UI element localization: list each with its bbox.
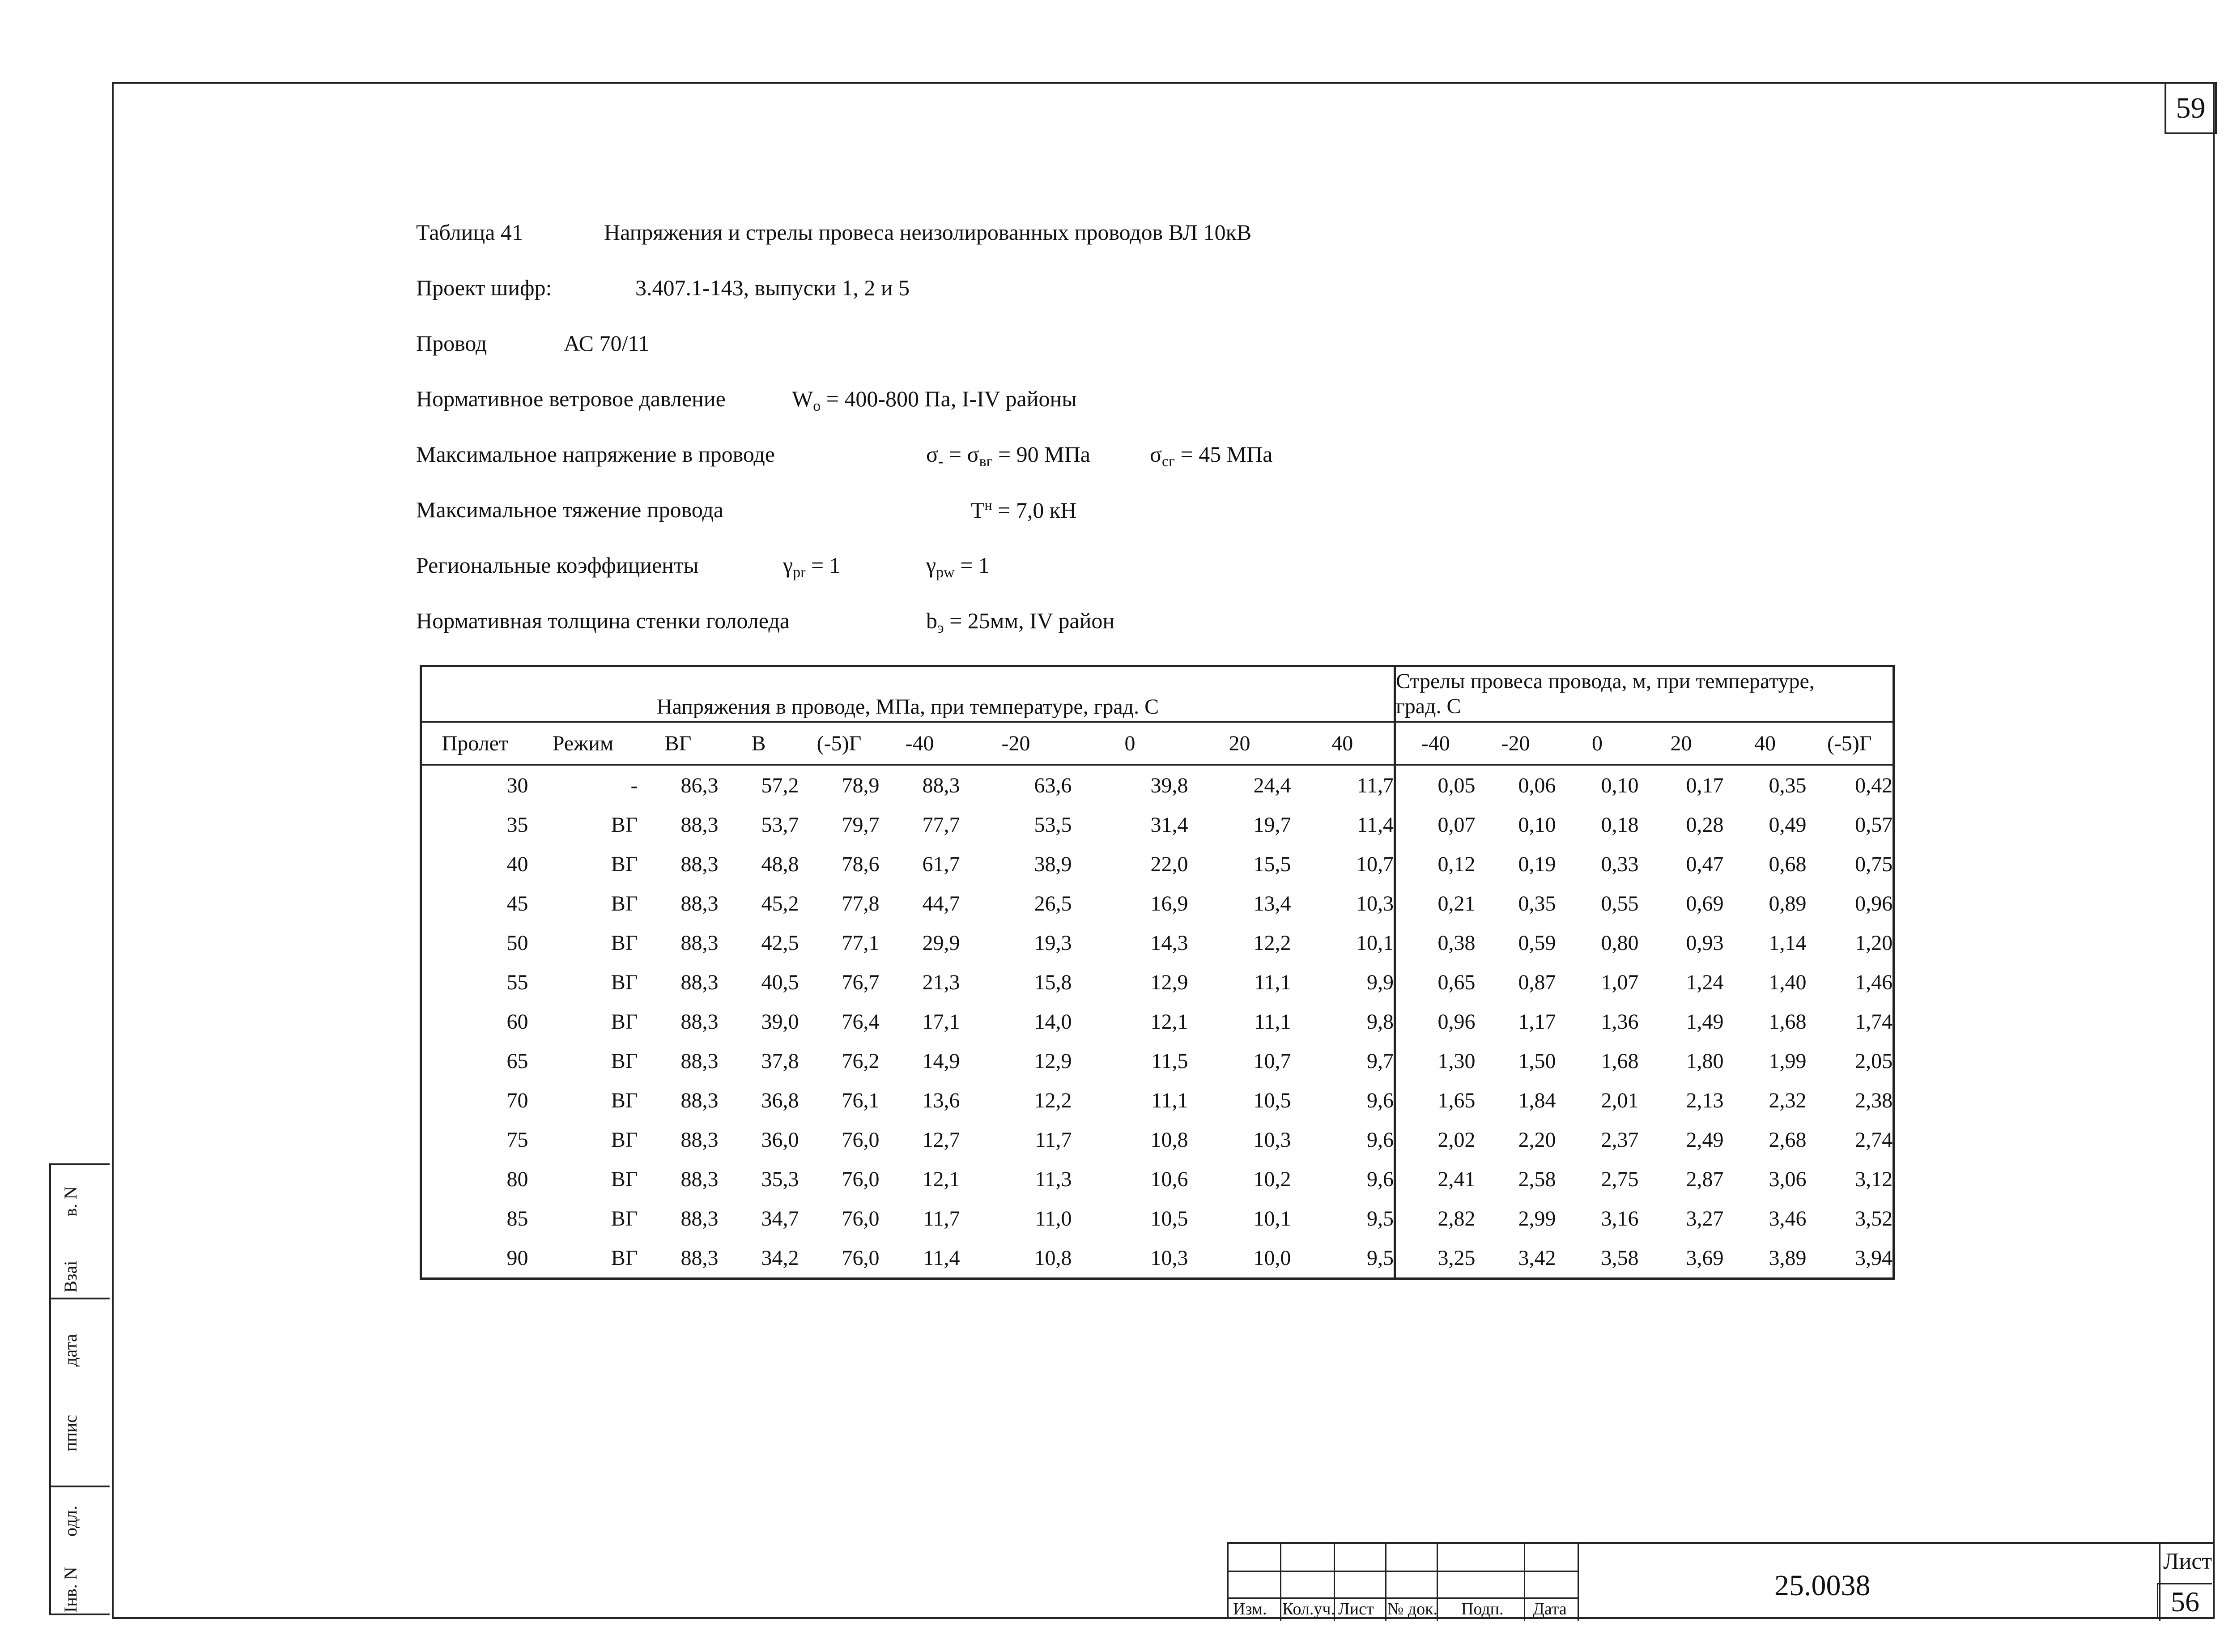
table-cell: 88,3 [922, 773, 960, 797]
table-cell: 10,0 [1253, 1246, 1291, 1270]
table-cell: 53,5 [1034, 813, 1072, 837]
table-cell: 3,16 [1601, 1206, 1639, 1230]
table-cell: 79,7 [842, 813, 880, 837]
table-cell: 11,4 [1357, 813, 1394, 837]
table-cell: 88,3 [680, 1088, 719, 1112]
table-cell: 61,7 [922, 852, 960, 876]
table-cell: 1,24 [1686, 970, 1724, 994]
table-cell: 35 [506, 813, 528, 837]
table-cell: 3,58 [1601, 1246, 1639, 1270]
table-cell: ВГ [611, 1206, 638, 1230]
table-cell: 9,6 [1367, 1088, 1394, 1112]
table-cell: 76,1 [842, 1088, 880, 1112]
table-cell: 3,12 [1855, 1167, 1893, 1191]
table-cell: 24,4 [1253, 773, 1291, 797]
table-cell: 11,7 [1357, 773, 1394, 797]
table-cell: 77,8 [842, 891, 880, 915]
ice-label: Нормативная толщина стенки гололеда [416, 608, 790, 633]
table-cell: 0,47 [1686, 852, 1724, 876]
coef-value-2: $\gamma_{pw} = 1$ [926, 553, 990, 581]
table-cell: 10,8 [1034, 1246, 1072, 1270]
table-cell: 0,89 [1769, 891, 1807, 915]
table-cell: 0,19 [1518, 852, 1556, 876]
table-label: Таблица 41 [416, 220, 523, 245]
table-cell: 13,4 [1253, 891, 1291, 915]
wind-value: $W_o = 400-800$ Па, I-IV районы [792, 386, 1077, 414]
table-cell: 10,3 [1253, 1128, 1291, 1152]
table-cell: ВГ [611, 1167, 638, 1191]
column-header: 40 [1291, 722, 1395, 765]
table-cell: 88,3 [680, 891, 719, 915]
table-cell: 35,3 [761, 1167, 799, 1191]
table-cell: 3,27 [1686, 1206, 1724, 1230]
table-cell: 11,7 [1035, 1128, 1072, 1152]
table-cell: 1,20 [1855, 931, 1893, 955]
table-cell: 9,6 [1367, 1167, 1394, 1191]
stress-value-2: $\sigma_{сг} = 45$ МПа [1150, 442, 1273, 470]
table-cell: 11,5 [1151, 1049, 1188, 1073]
table-cell: 85 [506, 1206, 528, 1230]
column-header: ВГ [638, 722, 719, 765]
table-cell: 13,6 [922, 1088, 960, 1112]
table-cell: ВГ [611, 852, 638, 876]
table-cell: 45 [506, 891, 528, 915]
table-cell: 53,7 [761, 813, 799, 837]
stamp-label-1: в. N [60, 1186, 81, 1217]
table-cell: ВГ [611, 1088, 638, 1112]
table-cell: 2,01 [1601, 1088, 1639, 1112]
table-cell: 12,1 [922, 1167, 960, 1191]
table-cell: 86,3 [680, 773, 719, 797]
table-row [421, 923, 1894, 962]
page-number: 59 [2165, 82, 2217, 134]
stress-group-title: Напряжения в проводе, МПа, при температуре, град. С [421, 666, 1395, 722]
document-code: 25.0038 [1774, 1569, 1871, 1602]
table-cell: 9,5 [1367, 1246, 1394, 1270]
table-cell: 0,59 [1518, 931, 1556, 955]
table-cell: 9,5 [1367, 1206, 1394, 1230]
table-cell: 10,5 [1150, 1206, 1188, 1230]
tb-label-list: Лист [1338, 1600, 1374, 1618]
table-cell: 70 [506, 1088, 528, 1112]
table-row [421, 1120, 1894, 1159]
table-cell: 0,42 [1855, 773, 1893, 797]
stamp-label-4: ппис [60, 1415, 81, 1452]
tb-label-data: Дата [1533, 1600, 1567, 1618]
table-cell: 1,50 [1518, 1049, 1556, 1073]
table-cell: 10,1 [1356, 931, 1394, 955]
wind-label: Нормативное ветровое давление [416, 386, 726, 411]
table-cell: 65 [506, 1049, 528, 1073]
table-cell: 2,68 [1769, 1128, 1807, 1152]
column-header: 20 [1639, 722, 1724, 765]
table-cell: 3,89 [1769, 1246, 1807, 1270]
table-cell: ВГ [611, 1049, 638, 1073]
table-row [421, 1081, 1894, 1120]
table-cell: 30 [506, 773, 528, 797]
table-cell: 0,69 [1686, 891, 1724, 915]
ice-value: $b_э = 25мм$, IV район [926, 608, 1115, 636]
table-row [421, 1041, 1894, 1081]
table-cell: 2,75 [1601, 1167, 1639, 1191]
table-cell: 0,80 [1601, 931, 1639, 955]
table-cell: 0,17 [1686, 773, 1724, 797]
table-cell: 2,41 [1395, 1159, 1476, 1199]
table-cell: 12,7 [922, 1128, 960, 1152]
table-cell: 19,7 [1253, 813, 1291, 837]
table-cell: 76,0 [842, 1128, 880, 1152]
project-value: 3.407.1-143, выпуски 1, 2 и 5 [635, 275, 910, 300]
table-cell: ВГ [611, 891, 638, 915]
table-cell: 10,8 [1150, 1128, 1188, 1152]
table-cell: 2,74 [1855, 1128, 1893, 1152]
table-cell: 2,32 [1769, 1088, 1807, 1112]
table-cell: ВГ [611, 970, 638, 994]
sheet-label: Лист [2163, 1549, 2212, 1574]
table-cell: 48,8 [761, 852, 799, 876]
table-cell: 55 [506, 970, 528, 994]
tension-label: Максимальное тяжение провода [416, 497, 724, 522]
table-cell: 2,58 [1518, 1167, 1556, 1191]
table-cell: 12,9 [1034, 1049, 1072, 1073]
column-header: -40 [880, 722, 960, 765]
column-header: 20 [1188, 722, 1291, 765]
table-cell: 19,3 [1034, 931, 1072, 955]
table-cell: 11,3 [1035, 1167, 1072, 1191]
table-cell: 2,87 [1686, 1167, 1724, 1191]
table-cell: 78,6 [842, 852, 880, 876]
table-cell: 77,7 [922, 813, 960, 837]
table-row [421, 1159, 1894, 1199]
table-cell: 88,3 [680, 1128, 719, 1152]
wire-value: АС 70/11 [564, 331, 650, 356]
table-cell: 22,0 [1150, 852, 1188, 876]
table-cell: 10,3 [1150, 1246, 1188, 1270]
table-cell: 12,2 [1253, 931, 1291, 955]
table-cell: 0,10 [1601, 773, 1639, 797]
table-cell: ВГ [611, 1246, 638, 1270]
table-row [421, 844, 1894, 884]
table-cell: 0,06 [1518, 773, 1556, 797]
table-cell: 77,1 [842, 931, 880, 955]
table-cell: 1,68 [1769, 1009, 1807, 1034]
column-header: Пролет [421, 722, 528, 765]
tb-label-izm: Изм. [1233, 1600, 1267, 1618]
table-cell: 0,68 [1769, 852, 1807, 876]
table-cell: 0,33 [1601, 852, 1639, 876]
table-cell: 1,74 [1855, 1009, 1893, 1034]
table-cell: 10,3 [1356, 891, 1394, 915]
table-cell: 78,9 [842, 773, 880, 797]
table-cell: 10,1 [1253, 1206, 1291, 1230]
table-cell: 1,99 [1769, 1049, 1807, 1073]
table-cell: 34,7 [761, 1206, 799, 1230]
tb-label-podp: Подп. [1461, 1600, 1504, 1618]
stress-sag-table [420, 665, 1895, 1280]
table-cell: 57,2 [761, 773, 799, 797]
table-cell: 0,12 [1395, 844, 1476, 884]
table-cell: ВГ [611, 931, 638, 955]
table-cell: 9,8 [1367, 1009, 1394, 1034]
table-cell: 42,5 [761, 931, 799, 955]
table-cell: 2,37 [1601, 1128, 1639, 1152]
table-cell: 0,35 [1518, 891, 1556, 915]
table-cell: 88,3 [680, 1206, 719, 1230]
table-cell: 88,3 [680, 1246, 719, 1270]
table-cell: 3,52 [1855, 1206, 1893, 1230]
table-cell: 0,96 [1395, 1002, 1476, 1041]
table-row [421, 884, 1894, 923]
table-cell: 60 [506, 1009, 528, 1034]
table-cell: 76,7 [842, 970, 880, 994]
table-cell: 10,6 [1150, 1167, 1188, 1191]
table-cell: 12,9 [1150, 970, 1188, 994]
table-cell: 31,4 [1150, 813, 1188, 837]
coef-value-1: $\gamma_{pr} = 1$ [783, 553, 841, 581]
table-cell: 15,8 [1034, 970, 1072, 994]
table-cell: 10,7 [1253, 1049, 1291, 1073]
table-cell: 1,36 [1601, 1009, 1639, 1034]
table-cell: 76,4 [842, 1009, 880, 1034]
table-cell: 0,87 [1518, 970, 1556, 994]
project-label: Проект шифр: [416, 275, 552, 300]
table-cell: 1,49 [1686, 1009, 1724, 1034]
table-cell: 29,9 [922, 931, 960, 955]
table-row [421, 1002, 1894, 1041]
table-cell: 17,1 [922, 1009, 960, 1034]
table-cell: 39,8 [1150, 773, 1188, 797]
table-cell: 9,7 [1367, 1049, 1394, 1073]
table-cell: 0,93 [1686, 931, 1724, 955]
table-cell: 37,8 [761, 1049, 799, 1073]
table-cell: 2,49 [1686, 1128, 1724, 1152]
table-cell: 36,0 [761, 1128, 799, 1152]
column-header: (-5)Г [799, 722, 880, 765]
wire-label: Провод [416, 331, 487, 356]
table-cell: 10,7 [1356, 852, 1394, 876]
table-cell: 34,2 [761, 1246, 799, 1270]
table-cell: 3,94 [1855, 1246, 1893, 1270]
table-cell: 88,3 [680, 813, 719, 837]
table-cell: ВГ [611, 1128, 638, 1152]
table-cell: 12,2 [1034, 1088, 1072, 1112]
table-cell: 40 [506, 852, 528, 876]
table-cell: 0,10 [1518, 813, 1556, 837]
table-cell: 0,57 [1855, 813, 1893, 837]
table-title: Напряжения и стрелы провеса неизолированных проводов ВЛ 10кВ [604, 220, 1252, 245]
table-cell: 50 [506, 931, 528, 955]
table-row [421, 765, 1894, 805]
table-cell: 2,02 [1395, 1120, 1476, 1159]
table-cell: 2,38 [1855, 1088, 1893, 1112]
table-cell: 90 [506, 1246, 528, 1270]
table-cell: 0,55 [1601, 891, 1639, 915]
table-cell: 11,1 [1254, 970, 1291, 994]
table-cell: 88,3 [680, 852, 719, 876]
column-header: 0 [1556, 722, 1639, 765]
table-cell: 1,30 [1395, 1041, 1476, 1081]
table-cell: 75 [506, 1128, 528, 1152]
table-cell: 40,5 [761, 970, 799, 994]
stamp-label-5: одл. [60, 1505, 81, 1537]
table-cell: 0,21 [1395, 884, 1476, 923]
tb-label-kolch: Кол.уч. [1282, 1600, 1335, 1618]
table-cell: 2,05 [1855, 1049, 1893, 1073]
table-cell: 16,9 [1150, 891, 1188, 915]
tb-label-ndoc: № док. [1387, 1600, 1438, 1618]
table-cell: 26,5 [1034, 891, 1072, 915]
table-cell: 88,3 [680, 931, 719, 955]
table-cell: 0,38 [1395, 923, 1476, 962]
table-cell: 3,25 [1395, 1238, 1476, 1279]
stamp-label-3: дата [60, 1334, 81, 1367]
table-cell: 0,05 [1395, 765, 1476, 805]
table-cell: 88,3 [680, 1009, 719, 1034]
title-block [1227, 1542, 2215, 1619]
stamp-label-6: Інв. N [60, 1567, 81, 1613]
table-cell: 1,46 [1855, 970, 1893, 994]
table-cell: 88,3 [680, 1167, 719, 1191]
table-cell: 88,3 [680, 1049, 719, 1073]
table-cell: 3,06 [1769, 1167, 1807, 1191]
table-cell: 10,2 [1253, 1167, 1291, 1191]
table-cell: 2,13 [1686, 1088, 1724, 1112]
table-cell: 39,0 [761, 1009, 799, 1034]
table-cell: 0,07 [1395, 805, 1476, 844]
table-cell: 36,8 [761, 1088, 799, 1112]
table-cell: 11,1 [1151, 1088, 1188, 1112]
table-cell: 1,80 [1686, 1049, 1724, 1073]
table-cell: 10,5 [1253, 1088, 1291, 1112]
table-cell: 2,82 [1395, 1199, 1476, 1238]
table-cell: 12,1 [1150, 1009, 1188, 1034]
column-header: В [719, 722, 799, 765]
table-cell: 0,49 [1769, 813, 1807, 837]
table-cell: 14,0 [1034, 1009, 1072, 1034]
table-cell: ВГ [611, 1009, 638, 1034]
table-row [421, 1199, 1894, 1238]
sag-group-title: Стрелы провеса провода, м, при температуре, град. С [1395, 666, 1894, 722]
table-cell: 1,65 [1395, 1081, 1476, 1120]
table-cell: 1,68 [1601, 1049, 1639, 1073]
table-cell: 14,9 [922, 1049, 960, 1073]
table-cell: 1,07 [1601, 970, 1639, 994]
table-cell: 1,17 [1518, 1009, 1556, 1034]
table-cell: 3,46 [1769, 1206, 1807, 1230]
tension-value: $Т^н = 7,0$ кН [971, 497, 1077, 523]
table-cell: 11,0 [1035, 1206, 1072, 1230]
table-cell: 11,1 [1254, 1009, 1291, 1034]
side-stamp [49, 1163, 110, 1615]
table-cell: 0,96 [1855, 891, 1893, 915]
table-cell: 9,9 [1367, 970, 1394, 994]
table-cell: 9,6 [1367, 1128, 1394, 1152]
table-cell: ВГ [611, 813, 638, 837]
stamp-label-2: Взаі [60, 1260, 81, 1293]
stress-label: Максимальное напряжение в проводе [416, 442, 775, 467]
table-cell: 44,7 [922, 891, 960, 915]
table-cell: 3,42 [1518, 1246, 1556, 1270]
table-cell: 0,18 [1601, 813, 1639, 837]
table-cell: 15,5 [1253, 852, 1291, 876]
table-cell: 0,28 [1686, 813, 1724, 837]
table-cell: 11,4 [923, 1246, 960, 1270]
table-cell: 0,75 [1855, 852, 1893, 876]
table-cell: 38,9 [1034, 852, 1072, 876]
table-cell: 0,35 [1769, 773, 1807, 797]
table-cell: 14,3 [1150, 931, 1188, 955]
column-header: -20 [1476, 722, 1556, 765]
table-row [421, 1238, 1894, 1279]
table-cell: 76,0 [842, 1246, 880, 1270]
sheet-number: 56 [2157, 1583, 2212, 1618]
column-header: Режим [528, 722, 638, 765]
column-header: 0 [1072, 722, 1188, 765]
table-cell: 1,84 [1518, 1088, 1556, 1112]
table-cell: 76,0 [842, 1206, 880, 1230]
table-cell: 21,3 [922, 970, 960, 994]
table-cell: 76,0 [842, 1167, 880, 1191]
table-cell: 2,99 [1518, 1206, 1556, 1230]
table-row [421, 805, 1894, 844]
table-cell: 63,6 [1034, 773, 1072, 797]
column-header: (-5)Г [1807, 722, 1894, 765]
table-cell: 3,69 [1686, 1246, 1724, 1270]
column-header: 40 [1724, 722, 1807, 765]
table-cell: 1,14 [1769, 931, 1807, 955]
table-cell: 0,65 [1395, 962, 1476, 1002]
table-cell: 45,2 [761, 891, 799, 915]
table-cell: 88,3 [680, 970, 719, 994]
coef-label: Региональные коэффициенты [416, 553, 699, 578]
table-cell: 1,40 [1769, 970, 1807, 994]
table-cell: 2,20 [1518, 1128, 1556, 1152]
stress-value-1: $\sigma_- = \sigma_{вг} = 90$ МПа [926, 442, 1090, 470]
column-header: -20 [960, 722, 1072, 765]
column-header: -40 [1395, 722, 1476, 765]
table-cell: 80 [506, 1167, 528, 1191]
table-row [421, 962, 1894, 1002]
table-cell: 76,2 [842, 1049, 880, 1073]
table-cell: - [630, 773, 638, 797]
table-cell: 11,7 [923, 1206, 960, 1230]
